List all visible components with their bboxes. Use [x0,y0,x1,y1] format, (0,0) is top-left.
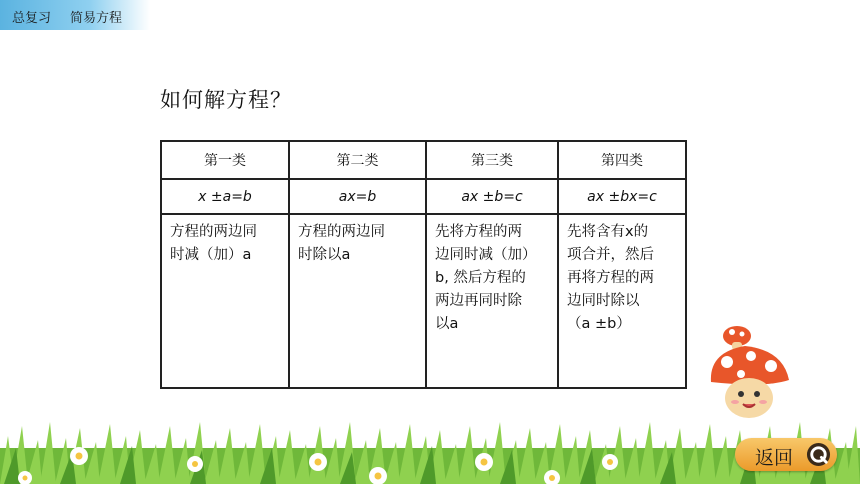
formula-cell: ax=b [289,179,426,214]
methods-table [160,140,687,389]
header-topic: 简易方程 [70,11,123,26]
return-q-icon [806,442,831,467]
table-header-row [161,141,686,179]
column-header: 第四类 [558,141,686,179]
table-row-formula [161,179,686,214]
column-header: 第三类 [426,141,558,179]
formula-cell: x ±a=b [161,179,289,214]
header-section: 总复习 [12,11,52,26]
formula-cell: ax ±b=c [426,179,558,214]
mushroom-mascot-icon [705,322,795,422]
page-title: 如何解方程？ [160,88,292,112]
header-ribbon [0,0,150,30]
table-row-description [161,214,686,388]
description-cell: 方程的两边同 时除以a [289,214,426,388]
back-button[interactable] [735,438,837,471]
description-cell: 先将含有x的 项合并，然后 再将方程的两 边同时除以 （a ±b） [558,214,686,388]
back-button-label: 返回 [755,447,794,469]
formula-cell: ax ±bx=c [558,179,686,214]
grass-decoration [0,418,860,484]
column-header: 第一类 [161,141,289,179]
description-cell: 先将方程的两 边同时减（加） b, 然后方程的 两边再同时除 以a [426,214,558,388]
column-header: 第二类 [289,141,426,179]
description-cell: 方程的两边同 时减（加）a [161,214,289,388]
